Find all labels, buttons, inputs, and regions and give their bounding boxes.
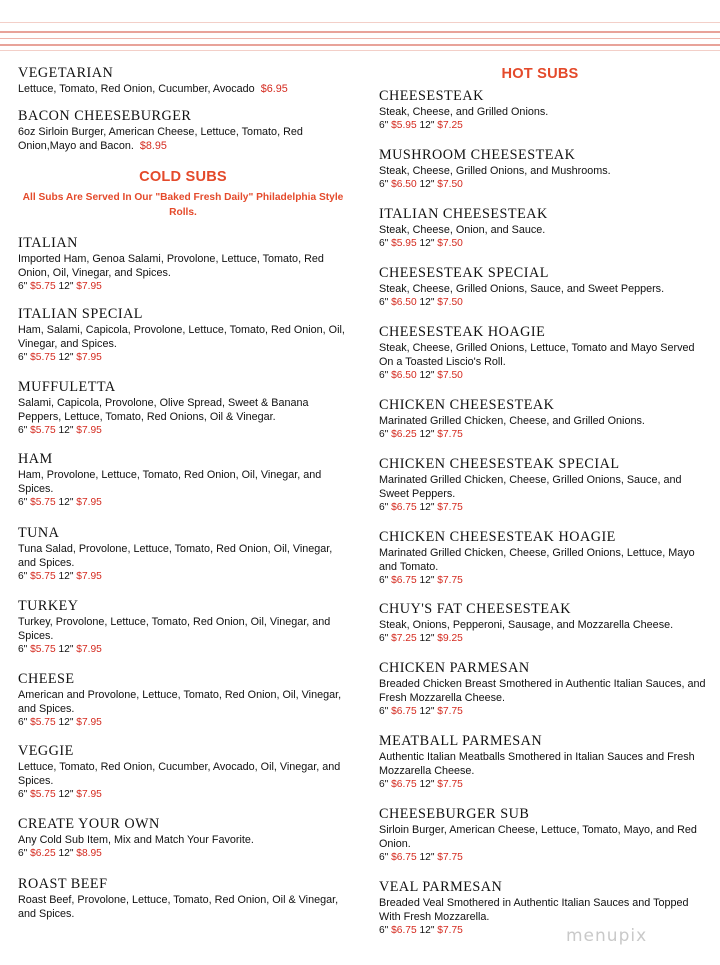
menu-item-muffuletta: [18, 380, 348, 438]
item-name: ROAST BEEF: [18, 876, 108, 892]
menu-item-ham: [18, 452, 348, 510]
item-description: Steak, Cheese, Onion, and Sauce.: [379, 224, 546, 236]
price-small: $5.75: [30, 717, 56, 728]
item-name: CHEESESTEAK: [379, 88, 484, 104]
item-description: Lettuce, Tomato, Red Onion, Cucumber, Avocado: [18, 83, 255, 95]
item-description: Steak, Cheese, Grilled Onions, and Mushrooms.: [379, 165, 611, 177]
price-small: $6.25: [391, 429, 417, 440]
price-large: $7.95: [76, 281, 102, 292]
price-row: [379, 178, 709, 192]
menu-item-veal-parmesan: [379, 880, 709, 938]
item-description: Authentic Italian Meatballs Smothered in Italian Sauces and Fresh Mozzarella Cheese.: [379, 751, 695, 777]
item-name: VEGGIE: [18, 743, 74, 759]
price-small: $5.75: [30, 497, 56, 508]
size-large: 12": [58, 352, 74, 363]
price-large: $8.95: [76, 848, 102, 859]
section-title-cold-subs: COLD SUBS: [139, 169, 227, 185]
item-description: Steak, Cheese, and Grilled Onions.: [379, 106, 549, 118]
price-small: $6.75: [391, 502, 417, 513]
item-name: CHEESESTEAK HOAGIE: [379, 324, 546, 340]
price-large: $7.50: [437, 238, 463, 249]
item-description: Breaded Veal Smothered in Authentic Italian Sauces and Topped With Fresh Mozzarella.: [379, 897, 689, 923]
menu-item-mushroom-cheesesteak: [379, 148, 709, 192]
price-large: $7.50: [437, 179, 463, 190]
size-small: 6": [18, 497, 28, 508]
size-small: 6": [18, 352, 28, 363]
size-small: 6": [379, 502, 389, 513]
item-name: CHEESE: [18, 671, 75, 687]
size-large: 12": [419, 779, 435, 790]
price-large: $7.25: [437, 120, 463, 131]
price-small: $6.75: [391, 852, 417, 863]
price-small: $5.75: [30, 281, 56, 292]
menu-item-vegetarian: [18, 66, 348, 96]
item-description-with-price: [18, 125, 348, 153]
menu-item-chicken-cheesesteak-special: [379, 457, 709, 515]
price-large: $7.95: [76, 789, 102, 800]
size-large: 12": [419, 852, 435, 863]
price-row: [18, 570, 348, 584]
price-row: [18, 351, 348, 365]
price-small: $6.75: [391, 779, 417, 790]
price-row: [379, 851, 709, 865]
price-large: $9.25: [437, 633, 463, 644]
size-small: 6": [18, 425, 28, 436]
item-name: BACON CHEESEBURGER: [18, 108, 192, 124]
price-large: $7.75: [437, 575, 463, 586]
item-description: Ham, Provolone, Lettuce, Tomato, Red Onion, Oil, Vinegar, and Spices.: [18, 469, 322, 495]
item-description: Salami, Capicola, Provolone, Olive Spread, Sweet & Banana Peppers, Lettuce, Tomato, Red Onions, Oil & Vinegar.: [18, 397, 309, 423]
item-name: MUSHROOM CHEESESTEAK: [379, 147, 576, 163]
size-large: 12": [58, 717, 74, 728]
section-note-cold-subs: All Subs Are Served In Our "Baked Fresh Daily" Philadelphia Style Rolls.: [22, 192, 344, 218]
item-description: Marinated Grilled Chicken, Cheese, Grilled Onions, Sauce, and Sweet Peppers.: [379, 474, 682, 500]
price-row: [379, 574, 709, 588]
price-row: [18, 496, 348, 510]
price-row: [18, 280, 348, 294]
size-small: 6": [379, 120, 389, 131]
item-description: Tuna Salad, Provolone, Lettuce, Tomato, Red Onion, Oil, Vinegar, and Spices.: [18, 543, 333, 569]
item-description: Sirloin Burger, American Cheese, Lettuce, Tomato, Mayo, and Red Onion.: [379, 824, 697, 850]
price-small: $5.75: [30, 352, 56, 363]
price-large: $7.75: [437, 925, 463, 936]
menu-item-tuna: [18, 526, 348, 584]
menu-item-chicken-cheesesteak: [379, 398, 709, 442]
menu-item-italian-cheesesteak: [379, 207, 709, 251]
item-name: CREATE YOUR OWN: [18, 816, 160, 832]
price-large: $7.95: [76, 497, 102, 508]
size-small: 6": [379, 925, 389, 936]
price-large: $7.75: [437, 706, 463, 717]
price-large: $7.95: [76, 644, 102, 655]
price-large: $7.50: [437, 370, 463, 381]
price-row: [379, 778, 709, 792]
item-name: ITALIAN: [18, 235, 78, 251]
size-small: 6": [379, 575, 389, 586]
item-description: Marinated Grilled Chicken, Cheese, and Grilled Onions.: [379, 415, 645, 427]
size-large: 12": [58, 571, 74, 582]
price-small: $5.75: [30, 425, 56, 436]
item-description: Steak, Cheese, Grilled Onions, Sauce, and Sweet Peppers.: [379, 283, 665, 295]
price-large: $7.95: [76, 571, 102, 582]
menu-item-create-your-own: [18, 817, 348, 861]
menu-item-italian: [18, 236, 348, 294]
price-large: $7.75: [437, 429, 463, 440]
price-small: $5.75: [30, 644, 56, 655]
menu-item-chuys-fat-cheesesteak: [379, 602, 709, 646]
price-row: [379, 237, 709, 251]
price-small: $5.95: [391, 238, 417, 249]
price-small: $5.75: [30, 789, 56, 800]
price-row: [379, 119, 709, 133]
menu-item-roast-beef: [18, 877, 348, 921]
menu-item-chicken-parmesan: [379, 661, 709, 719]
menu-item-italian-special: [18, 307, 348, 365]
size-large: 12": [419, 633, 435, 644]
item-description: Roast Beef, Provolone, Lettuce, Tomato, Red Onion, Oil & Vinegar, and Spices.: [18, 894, 339, 920]
menu-item-cheesesteak-special: [379, 266, 709, 310]
price-small: $5.95: [391, 120, 417, 131]
size-small: 6": [379, 297, 389, 308]
price-small: $6.75: [391, 925, 417, 936]
item-name: CHICKEN CHEESESTEAK: [379, 397, 555, 413]
size-large: 12": [58, 789, 74, 800]
top-stripes: [0, 0, 720, 60]
size-small: 6": [18, 644, 28, 655]
menu-item-cheese: [18, 672, 348, 730]
size-large: 12": [419, 370, 435, 381]
size-small: 6": [379, 370, 389, 381]
size-small: 6": [18, 848, 28, 859]
price-small: $6.25: [30, 848, 56, 859]
item-name: CHEESESTEAK SPECIAL: [379, 265, 549, 281]
price-row: [379, 501, 709, 515]
size-small: 6": [379, 779, 389, 790]
size-small: 6": [18, 281, 28, 292]
size-small: 6": [379, 429, 389, 440]
item-description: Any Cold Sub Item, Mix and Match Your Favorite.: [18, 834, 254, 846]
item-description: Marinated Grilled Chicken, Cheese, Grilled Onions, Lettuce, Mayo and Tomato.: [379, 547, 695, 573]
size-large: 12": [419, 706, 435, 717]
price-row: [18, 424, 348, 438]
watermark: menupix: [566, 926, 648, 946]
item-name: VEAL PARMESAN: [379, 879, 503, 895]
item-name: HAM: [18, 451, 53, 467]
size-small: 6": [18, 789, 28, 800]
size-small: 6": [379, 179, 389, 190]
price-row: [18, 716, 348, 730]
size-large: 12": [58, 848, 74, 859]
price-large: $7.95: [76, 717, 102, 728]
price-large: $7.75: [437, 779, 463, 790]
item-name: CHEESEBURGER SUB: [379, 806, 530, 822]
size-large: 12": [419, 179, 435, 190]
item-description: Lettuce, Tomato, Red Onion, Cucumber, Avocado, Oil, Vinegar, and Spices.: [18, 761, 341, 787]
item-description-with-price: [18, 82, 348, 96]
price-small: $6.75: [391, 706, 417, 717]
item-name: CHICKEN CHEESESTEAK SPECIAL: [379, 456, 620, 472]
menu-item-meatball-parmesan: [379, 734, 709, 792]
item-description: Steak, Cheese, Grilled Onions, Lettuce, Tomato and Mayo Served On a Toasted Liscio's Roll.: [379, 342, 695, 368]
price-row: [379, 924, 709, 938]
price-row: [379, 296, 709, 310]
size-large: 12": [419, 297, 435, 308]
size-small: 6": [379, 633, 389, 644]
size-small: 6": [379, 238, 389, 249]
item-name: TUNA: [18, 525, 60, 541]
item-name: VEGETARIAN: [18, 65, 114, 81]
size-large: 12": [419, 238, 435, 249]
item-name: TURKEY: [18, 598, 79, 614]
price-row: [379, 369, 709, 383]
size-large: 12": [419, 429, 435, 440]
menu-item-bacon-cheeseburger: [18, 109, 348, 153]
price-row: [379, 428, 709, 442]
item-description: Imported Ham, Genoa Salami, Provolone, Lettuce, Tomato, Red Onion, Oil, Vinegar, and Spices.: [18, 253, 324, 279]
item-description: 6oz Sirloin Burger, American Cheese, Lettuce, Tomato, Red Onion,Mayo and Bacon.: [18, 126, 303, 152]
menu-item-cheesesteak-hoagie: [379, 325, 709, 383]
size-small: 6": [18, 571, 28, 582]
size-small: 6": [379, 706, 389, 717]
item-name: ITALIAN SPECIAL: [18, 306, 143, 322]
item-description: Breaded Chicken Breast Smothered in Authentic Italian Sauces, and Fresh Mozzarella Cheese.: [379, 678, 706, 704]
item-name: CHUY'S FAT CHEESESTEAK: [379, 601, 571, 617]
size-large: 12": [58, 281, 74, 292]
price-small: $6.50: [391, 297, 417, 308]
price-large: $7.75: [437, 502, 463, 513]
size-small: 6": [379, 852, 389, 863]
menu-item-cheeseburger-sub: [379, 807, 709, 865]
price-row: [18, 788, 348, 802]
size-small: 6": [18, 717, 28, 728]
size-large: 12": [58, 425, 74, 436]
item-description: Turkey, Provolone, Lettuce, Tomato, Red Onion, Oil, Vinegar, and Spices.: [18, 616, 331, 642]
size-large: 12": [419, 502, 435, 513]
size-large: 12": [419, 575, 435, 586]
item-name: CHICKEN CHEESESTEAK HOAGIE: [379, 529, 616, 545]
price-large: $7.50: [437, 297, 463, 308]
item-description: American and Provolone, Lettuce, Tomato, Red Onion, Oil, Vinegar, and Spices.: [18, 689, 342, 715]
price-small: $6.50: [391, 370, 417, 381]
size-large: 12": [58, 497, 74, 508]
item-price: $6.95: [260, 83, 288, 95]
price-small: $6.75: [391, 575, 417, 586]
menu-item-chicken-cheesesteak-hoagie: [379, 530, 709, 588]
size-large: 12": [419, 120, 435, 131]
price-row: [18, 643, 348, 657]
item-name: MUFFULETTA: [18, 379, 116, 395]
section-title-hot-subs: HOT SUBS: [501, 66, 579, 82]
price-large: $7.95: [76, 425, 102, 436]
menu-item-cheesesteak: [379, 89, 709, 133]
item-description: Steak, Onions, Pepperoni, Sausage, and Mozzarella Cheese.: [379, 619, 674, 631]
item-name: ITALIAN CHEESESTEAK: [379, 206, 548, 222]
price-small: $7.25: [391, 633, 417, 644]
size-large: 12": [419, 925, 435, 936]
size-large: 12": [58, 644, 74, 655]
price-large: $7.95: [76, 352, 102, 363]
price-small: $5.75: [30, 571, 56, 582]
item-description: Ham, Salami, Capicola, Provolone, Lettuce, Tomato, Red Onion, Oil, Vinegar, and Spices.: [18, 324, 345, 350]
price-small: $6.50: [391, 179, 417, 190]
menu-item-turkey: [18, 599, 348, 657]
price-row: [379, 632, 709, 646]
price-row: [18, 847, 348, 861]
item-name: MEATBALL PARMESAN: [379, 733, 543, 749]
item-name: CHICKEN PARMESAN: [379, 660, 530, 676]
price-large: $7.75: [437, 852, 463, 863]
price-row: [379, 705, 709, 719]
item-price: $8.95: [139, 140, 167, 152]
menu-item-veggie: [18, 744, 348, 802]
